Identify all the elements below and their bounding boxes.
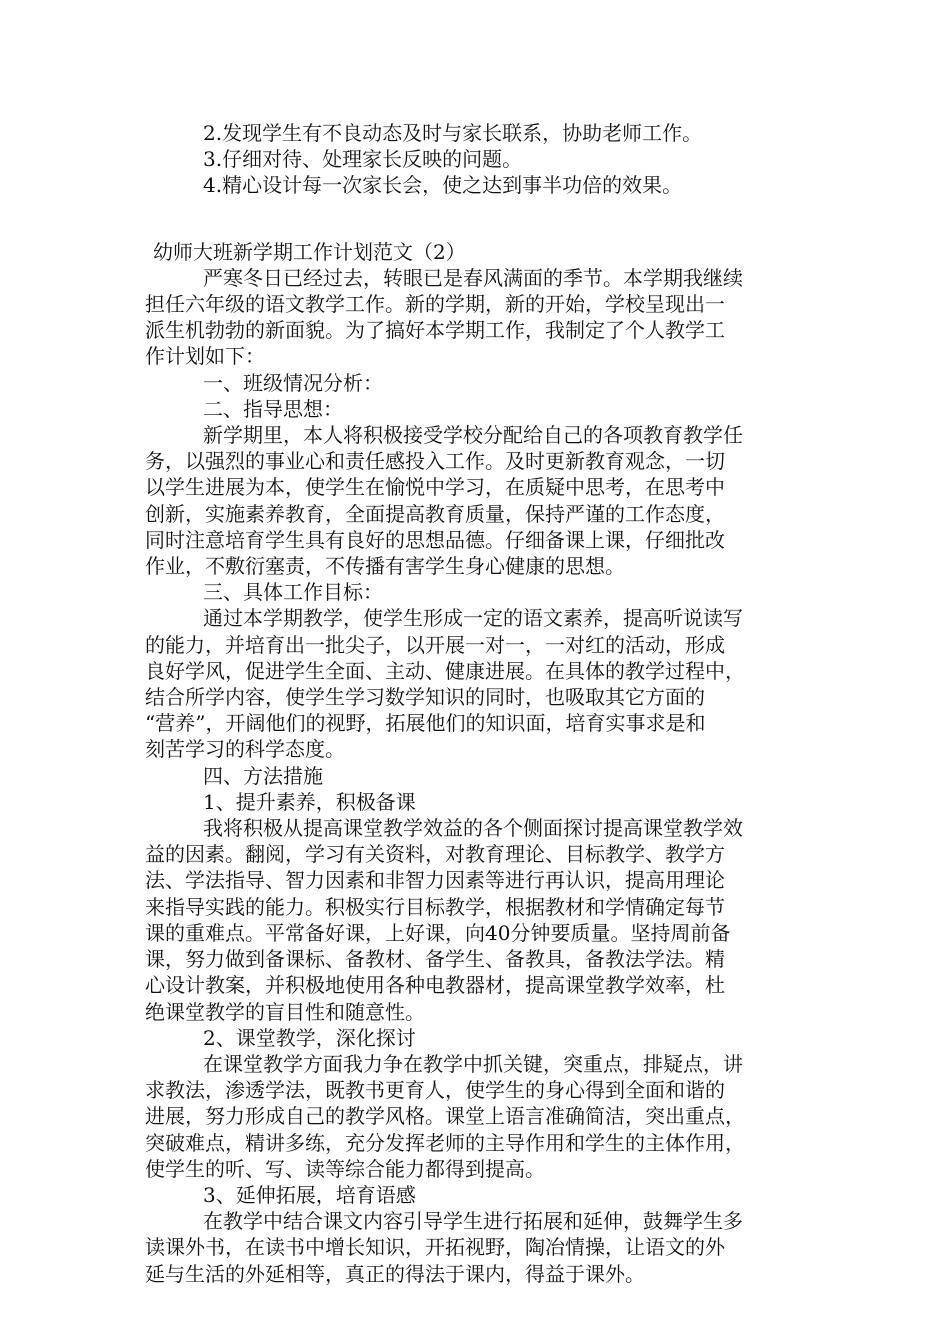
text-line: 二、指导思想：: [203, 396, 343, 421]
text-line: 以学生进展为本，使学生在愉悦中学习，在质疑中思考，在思考中: [145, 475, 725, 500]
list-item: 4.精心设计每一次家长会，使之达到事半功倍的效果。: [203, 173, 683, 198]
text-line: 2、课堂教学，深化探讨: [203, 1025, 416, 1050]
text-line: 四、方法措施: [203, 763, 323, 788]
text-line: 课的重难点。平常备好课，上好课，向40分钟要质量。坚持周前备: [145, 920, 731, 945]
text-line: 三、具体工作目标：: [203, 580, 383, 605]
text-line: “营养”，开阔他们的视野，拓展他们的知识面，培育实事求是和: [145, 711, 706, 736]
text-line: 刻苦学习的科学态度。: [145, 737, 345, 762]
text-line: 一、班级情况分析：: [203, 370, 383, 395]
text-line: 的能力，并培育出一批尖子，以开展一对一，一对红的活动，形成: [145, 632, 725, 657]
text-line: 益的因素。翻阅，学习有关资料，对教育理论、目标教学、教学方: [145, 842, 725, 867]
text-line: 3、延伸拓展，培育语感: [203, 1182, 416, 1207]
text-line: 担任六年级的语文教学工作。新的学期，新的开始，学校呈现出一: [145, 292, 725, 317]
list-item: 2.发现学生有不良动态及时与家长联系，协助老师工作。: [203, 121, 703, 145]
document-body: [145, 120, 825, 1287]
text-line: 来指导实践的能力。积极实行目标教学，根据教材和学情确定每节: [145, 894, 725, 919]
text-line: 新学期里，本人将积极接受学校分配给自己的各项教育教学任: [203, 423, 743, 448]
text-line: 1、提升素养，积极备课: [203, 789, 416, 814]
text-line: 派生机勃勃的新面貌。为了搞好本学期工作，我制定了个人教学工: [145, 318, 725, 343]
top-list: [145, 120, 825, 199]
text-line: 绝课堂教学的盲目性和随意性。: [145, 999, 425, 1024]
text-line: 延与生活的外延相等，真正的得法于课内，得益于课外。: [145, 1261, 645, 1286]
text-line: 务，以强烈的事业心和责任感投入工作。及时更新教育观念，一切: [145, 449, 725, 474]
text-line: 读课外书，在读书中增长知识，开拓视野，陶冶情操，让语文的外: [145, 1235, 725, 1260]
text-line: 结合所学内容，使学生学习数学知识的同时，也吸取其它方面的: [145, 685, 705, 710]
text-line: 进展，努力形成自己的教学风格。课堂上语言准确简洁，突出重点，: [145, 1104, 745, 1129]
text-line: 良好学风，促进学生全面、主动、健康进展。在具体的教学过程中，: [145, 658, 745, 683]
text-line: 心设计教案，并积极地使用各种电教器材，提高课堂教学效率，杜: [145, 973, 725, 998]
section-title: 幼师大班新学期工作计划范文（2）: [153, 239, 466, 264]
text-line: 突破难点，精讲多练，充分发挥老师的主导作用和学生的主体作用，: [145, 1130, 745, 1155]
text-line: 同时注意培育学生具有良好的思想品德。仔细备课上课，仔细批改: [145, 527, 725, 552]
text-line: 作计划如下：: [145, 344, 265, 369]
text-line: 法、学法指导、智力因素和非智力因素等进行再认识，提高用理论: [145, 868, 725, 893]
text-line: 作业，不敷衍塞责，不传播有害学生身心健康的思想。: [145, 554, 625, 579]
body-text: [145, 265, 825, 1287]
text-line: 创新，实施素养教育，全面提高教育质量，保持严谨的工作态度，: [145, 501, 725, 526]
text-line: 使学生的听、写、读等综合能力都得到提高。: [145, 1156, 545, 1181]
list-item: 3.仔细对待、处理家长反映的问题。: [203, 147, 523, 172]
text-line: 我将积极从提高课堂教学效益的各个侧面探讨提高课堂教学效: [203, 816, 743, 841]
text-line: 课，努力做到备课标、备教材、备学生、备教具，备教法学法。精: [145, 947, 725, 972]
text-line: 通过本学期教学，使学生形成一定的语文素养，提高听说读写: [203, 606, 743, 631]
text-line: 在教学中结合课文内容引导学生进行拓展和延伸，鼓舞学生多: [203, 1209, 743, 1234]
text-line: 在课堂教学方面我力争在教学中抓关键，突重点，排疑点，讲: [203, 1051, 743, 1076]
spacer: [145, 199, 825, 239]
text-line: 求教法，渗透学法，既教书更育人，使学生的身心得到全面和谐的: [145, 1078, 725, 1103]
text-line: 严寒冬日已经过去，转眼已是春风满面的季节。本学期我继续: [203, 265, 743, 290]
